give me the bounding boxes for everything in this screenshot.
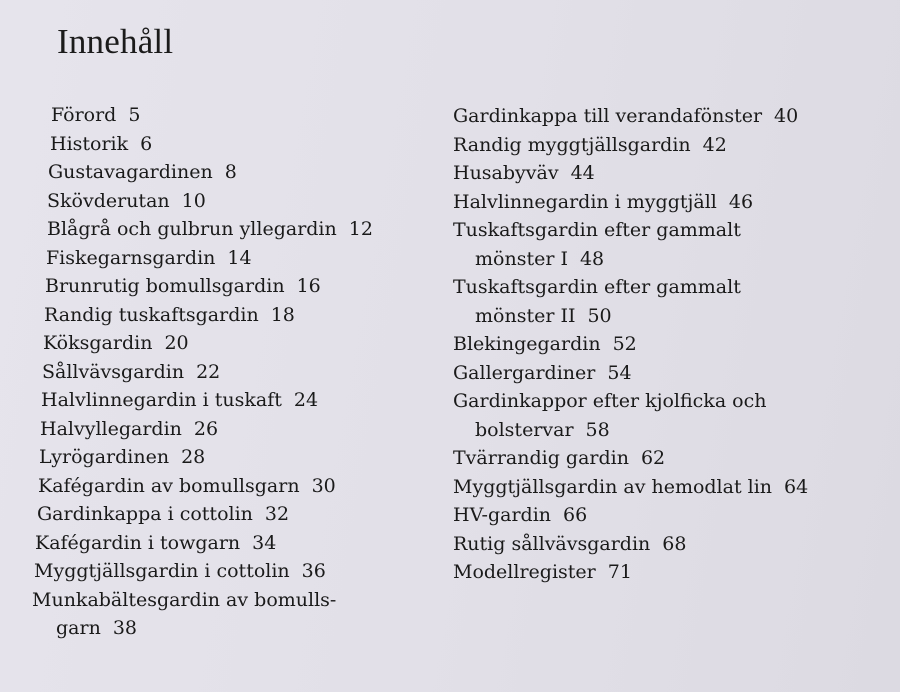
toc-entry-page-number: 18: [270, 303, 295, 326]
toc-entry-page-number: 50: [587, 304, 612, 327]
toc-entry-page-number: 66: [563, 504, 588, 526]
toc-entry: [453, 102, 893, 131]
toc-right-column: [453, 102, 893, 587]
toc-entry-page-number: 20: [164, 332, 189, 354]
toc-entry-title: Historik: [50, 132, 129, 155]
toc-entry: [0, 272, 420, 301]
toc-entry-title: Rutig sållvävsgardin: [453, 532, 651, 555]
toc-entry: [0, 500, 420, 529]
toc-entry: [0, 472, 420, 501]
toc-entry-title: Modellregister: [453, 561, 596, 583]
toc-entry-title: Halvlinnegardin i tuskaft: [41, 389, 282, 411]
toc-entry: [453, 473, 893, 502]
toc-entry-title: Gallergardiner: [453, 361, 596, 384]
toc-entry-title: Kafégardin i towgarn: [35, 531, 241, 554]
toc-entry-page-number: 26: [193, 417, 219, 440]
toc-entry: [0, 158, 420, 187]
toc-entry: [453, 245, 893, 274]
toc-entry-title: HV-gardin: [453, 504, 552, 526]
toc-entry-title: Halvyllegardin: [40, 417, 182, 440]
toc-entry-title: Blekingegardin: [453, 333, 601, 355]
toc-entry-title: mönster I: [475, 247, 568, 270]
toc-entry-title: Halvlinnegardin i myggtjäll: [453, 190, 717, 213]
toc-entry: [0, 586, 420, 615]
toc-entry-title: Myggtjällsgardin av hemodlat lin: [453, 475, 773, 498]
toc-entry-page-number: 46: [728, 190, 754, 213]
toc-entry-page-number: 58: [585, 418, 610, 441]
toc-entry-title: Randig myggtjällsgardin: [453, 133, 691, 156]
toc-entry-title: bolstervar: [475, 418, 574, 441]
toc-entry: [0, 358, 420, 387]
toc-entry-title: Skövderutan: [47, 189, 170, 212]
toc-entry: [453, 530, 893, 559]
toc-entry-title: Munkabältesgardin av bomulls-: [32, 588, 337, 611]
toc-entry: [453, 416, 893, 445]
toc-entry: [0, 244, 420, 273]
toc-entry: [453, 273, 893, 302]
toc-entry-page-number: 10: [181, 189, 206, 212]
toc-entry: [0, 529, 420, 558]
toc-entry-title: Randig tuskaftsgardin: [44, 303, 259, 326]
toc-entry-page-number: 28: [181, 446, 206, 468]
toc-entry: [453, 188, 893, 217]
toc-entry-page-number: 48: [579, 247, 605, 270]
toc-entry-title: Gustavagardinen: [48, 161, 213, 183]
page-title: Innehåll: [57, 22, 174, 61]
toc-entry-title: Tuskaftsgardin efter gammalt: [453, 276, 741, 298]
toc-entry-page-number: 42: [702, 133, 727, 156]
toc-entry: [453, 159, 893, 188]
toc-entry-page-number: 40: [774, 105, 799, 127]
toc-left-column: [0, 101, 420, 643]
toc-entry: [0, 614, 420, 643]
toc-entry-page-number: 14: [227, 246, 252, 269]
toc-entry: [0, 415, 420, 444]
toc-entry: [0, 443, 420, 472]
toc-entry-title: Köksgardin: [43, 332, 153, 354]
toc-entry: [453, 359, 893, 388]
toc-entry: [0, 130, 420, 159]
toc-entry-page-number: 71: [607, 561, 632, 583]
toc-entry-page-number: 44: [570, 162, 595, 184]
toc-entry-title: mönster II: [475, 304, 576, 327]
toc-entry: [0, 301, 420, 330]
toc-entry-page-number: 32: [264, 503, 290, 525]
toc-entry-title: Lyrögardinen: [39, 446, 170, 468]
toc-entry-page-number: 52: [612, 333, 637, 355]
toc-entry-title: Kafégardin av bomullsgarn: [38, 474, 300, 497]
toc-entry: [0, 215, 420, 244]
toc-entry-page-number: 24: [293, 389, 319, 411]
toc-entry-page-number: 6: [140, 132, 153, 155]
toc-entry-page-number: 5: [128, 104, 141, 126]
toc-entry-page-number: 8: [224, 161, 237, 183]
toc-entry: [453, 558, 893, 587]
toc-entry-title: Blågrå och gulbrun yllegardin: [47, 218, 337, 240]
toc-entry-page-number: 68: [662, 532, 687, 555]
toc-entry: [0, 329, 420, 358]
toc-entry-page-number: 30: [311, 474, 336, 497]
toc-entry-title: Fiskegarnsgardin: [46, 246, 216, 269]
toc-entry: [0, 557, 420, 586]
toc-entry: [0, 101, 420, 130]
toc-entry: [453, 216, 893, 245]
toc-entry-page-number: 12: [348, 218, 373, 240]
toc-entry-page-number: 22: [196, 360, 221, 383]
toc-entry: [453, 444, 893, 473]
toc-entry: [453, 131, 893, 160]
toc-entry-page-number: 36: [301, 560, 326, 582]
toc-entry-title: Gardinkappa till verandafönster: [453, 105, 763, 127]
toc-entry-title: Tuskaftsgardin efter gammalt: [453, 219, 741, 241]
toc-entry-title: Tvärrandig gardin: [453, 447, 629, 469]
toc-entry-title: Sållvävsgardin: [42, 360, 185, 383]
toc-entry-page-number: 62: [640, 447, 666, 469]
toc-entry-page-number: 16: [296, 275, 321, 297]
toc-entry-title: Gardinkappor efter kjolficka och: [453, 390, 767, 412]
toc-entry: [453, 387, 893, 416]
toc-entry-title: Gardinkappa i cottolin: [37, 503, 253, 525]
toc-entry-page-number: 54: [607, 361, 632, 384]
toc-entry-title: Husabyväv: [453, 162, 559, 184]
toc-entry-title: garn: [56, 617, 101, 639]
toc-entry: [453, 302, 893, 331]
toc-entry: [0, 386, 420, 415]
toc-entry-page-number: 34: [252, 531, 277, 554]
toc-entry: [453, 330, 893, 359]
toc-entry-title: Brunrutig bomullsgardin: [45, 275, 285, 297]
toc-entry-page-number: 38: [112, 617, 137, 639]
toc-entry: [0, 187, 420, 216]
toc-entry: [453, 501, 893, 530]
toc-entry-title: Förord: [51, 104, 117, 126]
toc-entry-page-number: 64: [784, 475, 809, 498]
toc-entry-title: Myggtjällsgardin i cottolin: [34, 560, 290, 582]
